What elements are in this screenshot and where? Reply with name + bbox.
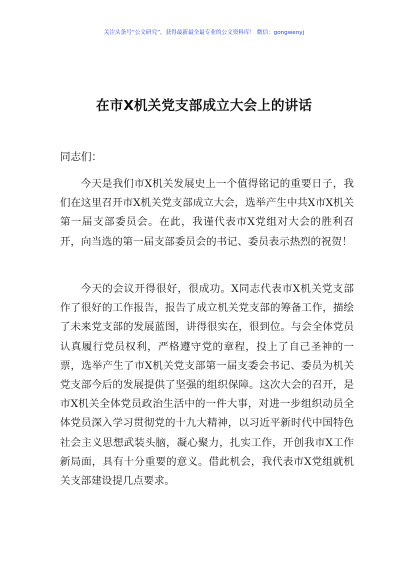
paragraph-text: 今天是我们市X机关发展史上一个值得铭记的重要日子，我们在这里召开市X机关党支部成立大会，选举产生中共X市X机关第一届支部委员会。在此，我谨代表市X党组对大会的胜利召开，向当选的第一届支部委员会的书记、委员表示热烈的祝贺！ (60, 178, 354, 248)
salutation: 同志们： (60, 151, 102, 163)
document-title: 在市X机关党支部成立大会上的讲话 (95, 98, 313, 114)
body-paragraph-2 (60, 280, 354, 491)
body-paragraph-1 (60, 175, 354, 252)
header-promo-note: 关注头条号“公文研究”，获得最新最全最专业的公文资料库！ 微信：gongwenyj (103, 30, 305, 36)
paragraph-text: 今天的会议开得很好，很成功。X同志代表市X机关党支部作了很好的工作报告，报告了成立机关党支部的筹备工作，描绘了未来党支部的发展蓝图，讲得很实在，很到位。与会全体党员认真履行党员权利，严格遵守党的章程，投上了自己圣神的一票，选举产生了市X机关党支部第一届支委会书记、委员为机关党支部今后的发展提供了坚强的组织保障。这次大会的召开，是市X机关全体党员政治生活中的一件大事，对进一步组织动员全体党员深入学习贯彻党的十九大精神，以习近平新时代中国特色社会主义思想武装头脑，凝心聚力，扎实工作，开创我市X工作新局面，具有十分重要的意义。借此机会，我代表市X党组就机关支部建设提几点要求。 (60, 283, 354, 488)
